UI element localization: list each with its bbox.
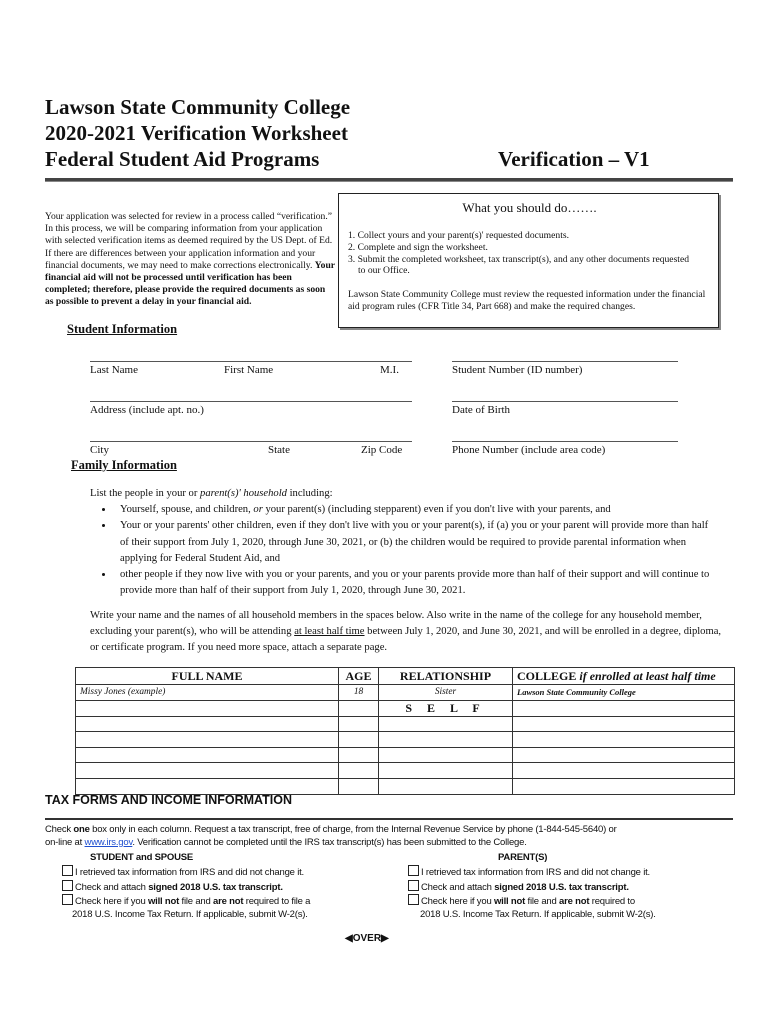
age-cell[interactable] (339, 747, 379, 763)
student-info-heading: Student Information (67, 322, 178, 336)
college-title: Lawson State Community College (45, 95, 351, 119)
age-header: AGE (339, 668, 379, 685)
household-instructions (90, 486, 710, 599)
programs-title: Federal Student Aid Programs (45, 147, 320, 171)
household-list (70, 502, 710, 599)
arrow-right-icon: ▶ (381, 933, 389, 944)
full-name-header: FULL NAME (76, 668, 339, 685)
table-row (76, 732, 735, 748)
name-cell[interactable] (76, 763, 339, 779)
parent-option-3[interactable]: Check here if you will not file and are not required to (408, 894, 738, 909)
table-row (76, 747, 735, 763)
tax-line-1: Check one box only in each column. Request a tax transcript, free of charge, from the Internal Revenue Service by phone (1-844-545-5640) or (45, 824, 617, 835)
student-option-3[interactable]: Check here if you will not file and are not required to file a (62, 894, 362, 909)
example-college: Lawson State Community College (513, 685, 735, 701)
irs-link[interactable]: www.irs.gov (84, 836, 133, 848)
address-line[interactable] (90, 401, 412, 402)
household-intro: List the people in your or parent(s)' household including: (90, 488, 333, 499)
table-row (76, 763, 735, 779)
table-header (76, 668, 735, 685)
first-name-label: First Name (224, 364, 274, 376)
relationship-cell[interactable] (379, 716, 513, 732)
intro-text (45, 211, 335, 309)
over-label: OVER (352, 933, 382, 944)
name-cell[interactable] (76, 716, 339, 732)
version-label: Verification – V1 (498, 147, 650, 171)
intro-warning: Your financial aid will not be processed until verification has been completed; therefore, please provide the required documents as soon as possible to prevent a delay in your financial aid. (45, 259, 335, 308)
relationship-cell[interactable] (379, 732, 513, 748)
student-number-line[interactable] (452, 361, 678, 362)
household-write-instructions: Write your name and the names of all household members in the spaces below. Also write in the name of the college for any household member, excluding your parent(s), who will be attending at least half time between July 1, 2020, and June 30, 2021, and will be enrolled in a degree, diploma, or certificate program. If you need more space, attach a separate page. (90, 610, 722, 654)
table-row-example (76, 685, 735, 701)
tax-instructions (45, 824, 745, 849)
example-age: 18 (339, 685, 379, 701)
age-cell[interactable] (339, 732, 379, 748)
example-name: Missy Jones (example) (76, 685, 339, 701)
step-3: 3. Submit the completed worksheet, tax transcript(s), and any other documents requested (348, 253, 690, 265)
parent-option-2[interactable]: Check and attach signed 2018 U.S. tax transcript. (408, 880, 738, 895)
what-to-do-title: What you should do……. (462, 200, 597, 215)
student-spouse-heading: STUDENT and SPOUSE (90, 852, 194, 863)
name-cell[interactable] (76, 732, 339, 748)
parent-option-3-cont: 2018 U.S. Income Tax Return. If applicable, submit W-2(s). (420, 908, 656, 920)
student-options (62, 865, 362, 921)
college-header: COLLEGE if enrolled at least half time (513, 668, 735, 685)
example-relationship: Sister (379, 685, 513, 701)
what-to-do-steps (348, 230, 713, 277)
tax-line-2: on-line at www.irs.gov. Verification cannot be completed until the IRS tax transcript(s) has been submitted to the College. (45, 836, 527, 848)
relationship-cell[interactable] (379, 778, 513, 794)
relationship-cell[interactable] (379, 747, 513, 763)
parent-options (408, 865, 738, 921)
tax-rule (45, 818, 733, 820)
tax-forms-heading: TAX FORMS AND INCOME INFORMATION (45, 793, 292, 807)
parents-heading: PARENT(S) (498, 852, 548, 863)
college-cell[interactable] (513, 716, 735, 732)
checkbox[interactable] (62, 894, 73, 905)
relationship-cell[interactable] (379, 763, 513, 779)
table-row (76, 700, 735, 716)
relationship-self: S E L F (379, 700, 513, 716)
household-bullet-3: • other people if they now live with you or your parents, and you or your parents provide more than half of their support and will continue to provide more than half of their support from July 1, 2020, through June 30, 2021. (114, 567, 710, 599)
checkbox[interactable] (408, 865, 419, 876)
parent-option-1[interactable]: I retrieved tax information from IRS and did not change it. (408, 865, 738, 880)
step-2: 2. Complete and sign the worksheet. (348, 241, 488, 253)
name-cell[interactable] (76, 747, 339, 763)
student-number-label: Student Number (ID number) (452, 364, 583, 376)
age-cell[interactable] (339, 716, 379, 732)
header-rule (45, 178, 733, 182)
student-option-1[interactable]: I retrieved tax information from IRS and did not change it. (62, 865, 362, 880)
arrow-left-icon: ◀ (345, 933, 353, 944)
checkbox[interactable] (62, 865, 73, 876)
checkbox[interactable] (62, 880, 73, 891)
step-1: 1. Collect yours and your parent(s)' requested documents. (348, 230, 569, 241)
what-to-do-box (338, 193, 719, 328)
checkbox[interactable] (408, 894, 419, 905)
dob-label: Date of Birth (452, 404, 511, 416)
intro-body: Your application was selected for review in a process called “verification.” In this process, we will be comparing information from your application with selected verification items as deemed required by the US Dept. of Ed. If there are differences between your application information and your financial documents, we may need to make corrections electronically. (45, 211, 333, 271)
household-bullet-1: • Yourself, spouse, and children, or your parent(s) (including stepparent) even if you don't live with your parents, and (114, 502, 710, 518)
student-option-3-cont: 2018 U.S. Income Tax Return. If applicable, submit W-2(s). (72, 908, 308, 920)
dob-line[interactable] (452, 401, 678, 402)
student-option-2[interactable]: Check and attach signed 2018 U.S. tax transcript. (62, 880, 362, 895)
household-table (75, 667, 735, 795)
college-cell[interactable] (513, 747, 735, 763)
age-cell[interactable] (339, 763, 379, 779)
city-line[interactable] (90, 441, 412, 442)
college-cell[interactable] (513, 763, 735, 779)
step-3-cont: to our Office. (358, 265, 410, 277)
college-cell[interactable] (513, 700, 735, 716)
table-row (76, 778, 735, 794)
name-line[interactable] (90, 361, 412, 362)
relationship-header: RELATIONSHIP (379, 668, 513, 685)
city-label: City (90, 444, 109, 456)
college-cell[interactable] (513, 778, 735, 794)
age-cell[interactable] (339, 778, 379, 794)
table-row (76, 716, 735, 732)
name-cell[interactable] (76, 700, 339, 716)
zip-label: Zip Code (361, 444, 403, 456)
name-cell[interactable] (76, 778, 339, 794)
college-cell[interactable] (513, 732, 735, 748)
phone-label: Phone Number (include area code) (452, 444, 606, 456)
worksheet-title: 2020-2021 Verification Worksheet (45, 121, 348, 145)
address-label: Address (include apt. no.) (90, 404, 204, 416)
family-info-heading: Family Information (71, 458, 177, 472)
mi-label: M.I. (380, 364, 399, 376)
household-bullet-2: • Your or your parents' other children, even if they don't live with you or your parent(s), if (a) you or your parent will provide more than half of their support from July 1, 2020, through June 30, 2021, or (b) the children would be required to provide parental information when applying for Federal Student Aid, and (114, 518, 710, 567)
what-to-do-note: Lawson State Community College must review the requested information under the financial aid program rules (CFR Title 34, Part 668) and make the required changes. (348, 289, 706, 312)
phone-line[interactable] (452, 441, 678, 442)
age-cell[interactable] (339, 700, 379, 716)
over-indicator (345, 933, 389, 944)
state-label: State (268, 444, 290, 456)
last-name-label: Last Name (90, 364, 138, 376)
checkbox[interactable] (408, 880, 419, 891)
